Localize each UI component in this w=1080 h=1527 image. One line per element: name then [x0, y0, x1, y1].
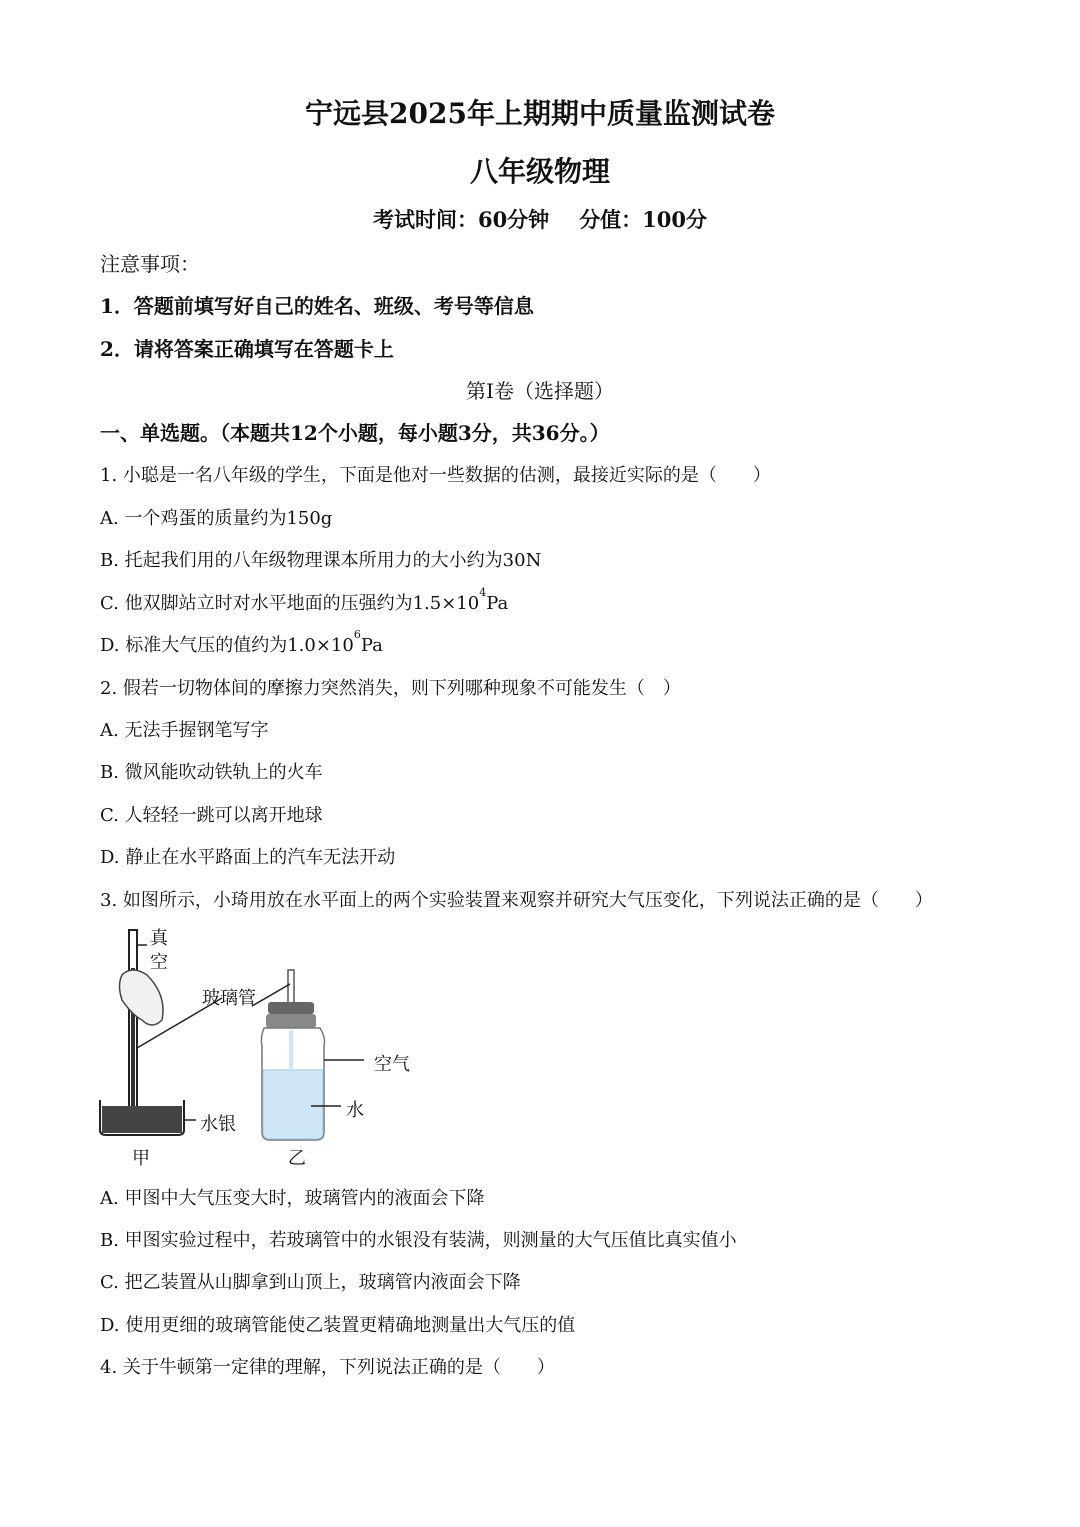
label-mercury: 水银	[200, 1114, 236, 1135]
exam-score: 分值：100分	[579, 207, 708, 232]
subject-title: 八年级物理	[469, 155, 610, 188]
label-air: 空气	[374, 1054, 410, 1075]
label-vacuum-2: 空	[150, 952, 168, 973]
question-3-stem: 3. 如图所示，小琦用放在水平面上的两个实验装置来观察并研究大气压变化，下列说法正确的是（ ）	[100, 890, 933, 911]
label-yi: 乙	[288, 1148, 306, 1169]
question-4-stem: 4. 关于牛顿第一定律的理解，下列说法正确的是（ ）	[100, 1357, 555, 1378]
mercury-dish	[102, 1106, 182, 1133]
option-d-unit: Pa	[360, 635, 383, 656]
question-1-option-c	[100, 586, 509, 615]
exam-info	[0, 204, 1080, 234]
option-c-unit: Pa	[486, 593, 509, 614]
part-heading: 一、单选题。（本题共12个小题，每小题3分，共36分。）	[100, 421, 610, 445]
note-item: 2．请将答案正确填写在答题卡上	[100, 337, 394, 361]
option-c-text: C. 他双脚站立时对水平地面的压强约为1.5×10	[100, 593, 480, 614]
hand-icon	[120, 970, 164, 1025]
label-water: 水	[346, 1100, 364, 1121]
question-2-option-c: C. 人轻轻一跳可以离开地球	[100, 805, 323, 826]
barometer-figure	[92, 920, 432, 1170]
notes-heading: 注意事项：	[100, 252, 200, 276]
barometer-illustration	[92, 920, 432, 1170]
question-3-option-a: A. 甲图中大气压变大时，玻璃管内的液面会下降	[100, 1188, 485, 1209]
bottle-water	[263, 1070, 323, 1139]
exam-time: 考试时间：60分钟	[372, 207, 550, 232]
option-c-exponent: 4	[479, 586, 487, 599]
bottle-stopper	[268, 1002, 314, 1014]
question-1-stem: 1. 小聪是一名八年级的学生，下面是他对一些数据的估测，最接近实际的是（ ）	[100, 465, 771, 486]
question-2-stem: 2. 假若一切物体间的摩擦力突然消失，则下列哪种现象不可能发生（ ）	[100, 678, 681, 699]
question-2-option-b: B. 微风能吹动铁轨上的火车	[100, 762, 323, 783]
question-1-option-a: A. 一个鸡蛋的质量约为150g	[100, 508, 333, 529]
label-jia: 甲	[132, 1148, 150, 1169]
label-vacuum-1: 真	[150, 928, 168, 949]
question-2-option-d: D. 静止在水平路面上的汽车无法开动	[100, 847, 396, 868]
option-d-exponent: 6	[353, 628, 361, 641]
question-2-option-a: A. 无法手握钢笔写字	[100, 720, 269, 741]
question-3-option-c: C. 把乙装置从山脚拿到山顶上，玻璃管内液面会下降	[100, 1272, 521, 1293]
note-item: 1．答题前填写好自己的姓名、班级、考号等信息	[100, 294, 534, 318]
exam-title: 宁远县2025年上期期中质量监测试卷	[305, 97, 775, 130]
question-3-option-b: B. 甲图实验过程中，若玻璃管中的水银没有装满，则测量的大气压值比真实值小	[100, 1230, 737, 1251]
option-d-text: D. 标准大气压的值约为1.0×10	[100, 635, 354, 656]
section-title: 第I卷（选择题）	[466, 379, 614, 403]
question-1-option-d	[100, 628, 383, 657]
question-3-option-d: D. 使用更细的玻璃管能使乙装置更精确地测量出大气压的值	[100, 1315, 576, 1336]
question-1-option-b: B. 托起我们用的八年级物理课本所用力的大小约为30N	[100, 550, 542, 571]
label-glass-tube: 玻璃管	[202, 988, 256, 1009]
